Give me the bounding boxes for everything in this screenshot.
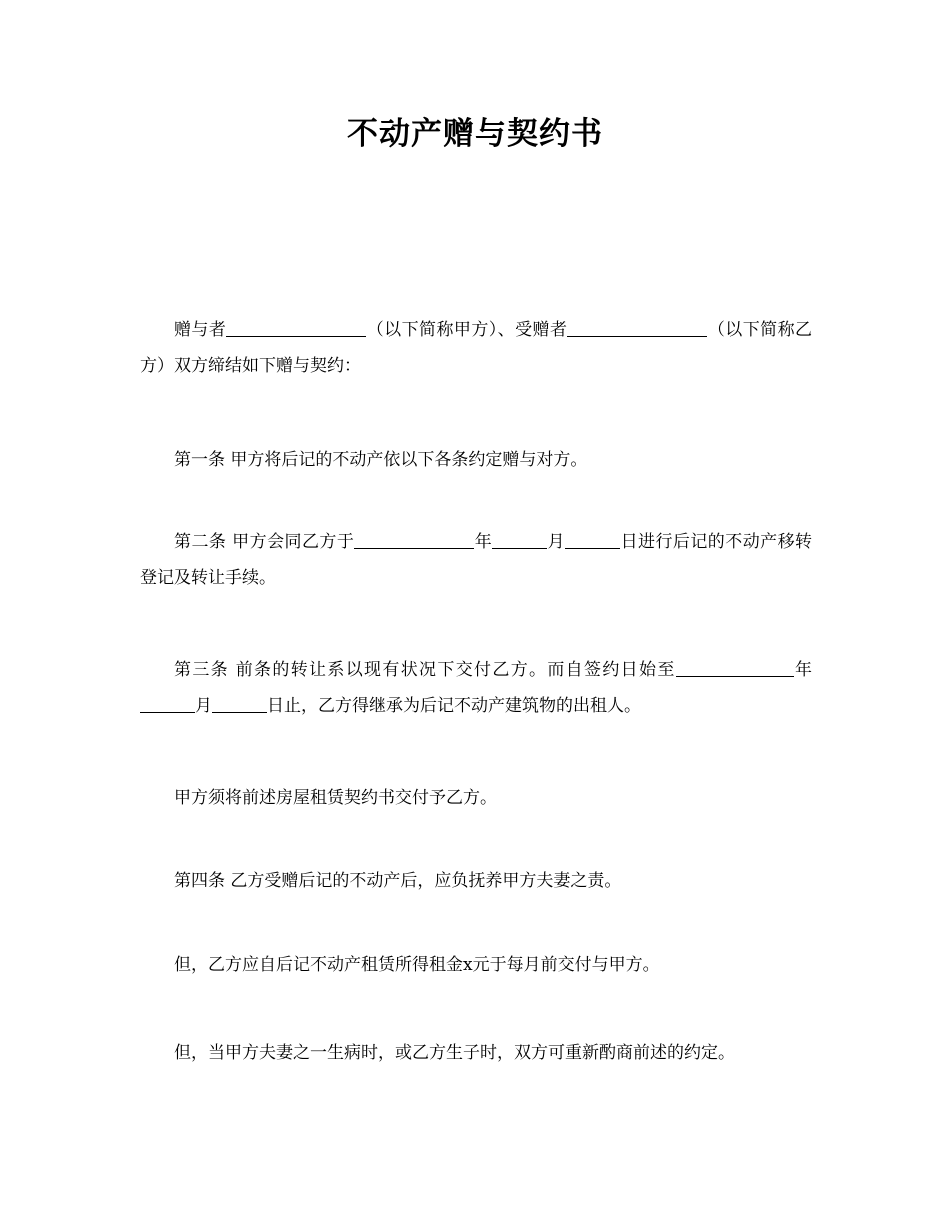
paragraph-renegotiation: 但，当甲方夫妻之一生病时，或乙方生子时，双方可重新酌商前述的约定。 <box>174 1043 735 1063</box>
text-donor-label: 赠与者 <box>174 320 227 340</box>
text-month: 月 <box>547 532 566 552</box>
document-title: 不动产赠与契约书 <box>347 116 603 152</box>
blank-recipient-name[interactable] <box>567 319 707 337</box>
paragraph-article-1: 第一条 甲方将后记的不动产依以下各条约定赠与对方。 <box>174 450 588 470</box>
paragraph-lease-handover: 甲方须将前述房屋租赁契约书交付予乙方。 <box>174 788 497 808</box>
blank-lease-day[interactable] <box>212 695 267 713</box>
blank-lease-year[interactable] <box>676 659 794 677</box>
paragraph-parties <box>140 312 812 384</box>
text-article-2-end: 日进行后记的不动产移转登记及转让手续。 <box>140 532 813 588</box>
text-year: 年 <box>474 532 493 552</box>
text-article-2-start: 第二条 甲方会同乙方于 <box>174 532 355 552</box>
paragraph-rent-payment: 但，乙方应自后记不动产租赁所得租金x元于每月前交付与甲方。 <box>174 955 660 975</box>
text-agreement-intro: （以下简称乙方）双方缔结如下赠与契约： <box>140 320 813 376</box>
text-recipient-label: （以下简称甲方）、受赠者 <box>366 320 568 340</box>
text-article-3-end: 日止，乙方得继承为后记不动产建筑物的出租人。 <box>267 696 641 716</box>
paragraph-article-4: 第四条 乙方受赠后记的不动产后，应负抚养甲方夫妻之责。 <box>174 871 622 891</box>
paragraph-article-3 <box>140 652 812 724</box>
blank-transfer-year[interactable] <box>354 531 474 549</box>
text-month: 月 <box>195 696 212 716</box>
text-article-3-start: 第三条 前条的转让系以现有状况下交付乙方。而自签约日始至 <box>174 660 676 680</box>
blank-transfer-day[interactable] <box>565 531 620 549</box>
paragraph-article-2 <box>140 524 812 596</box>
text-year: 年 <box>793 660 813 680</box>
blank-lease-month[interactable] <box>140 695 195 713</box>
blank-transfer-month[interactable] <box>492 531 547 549</box>
blank-donor-name[interactable] <box>226 319 366 337</box>
